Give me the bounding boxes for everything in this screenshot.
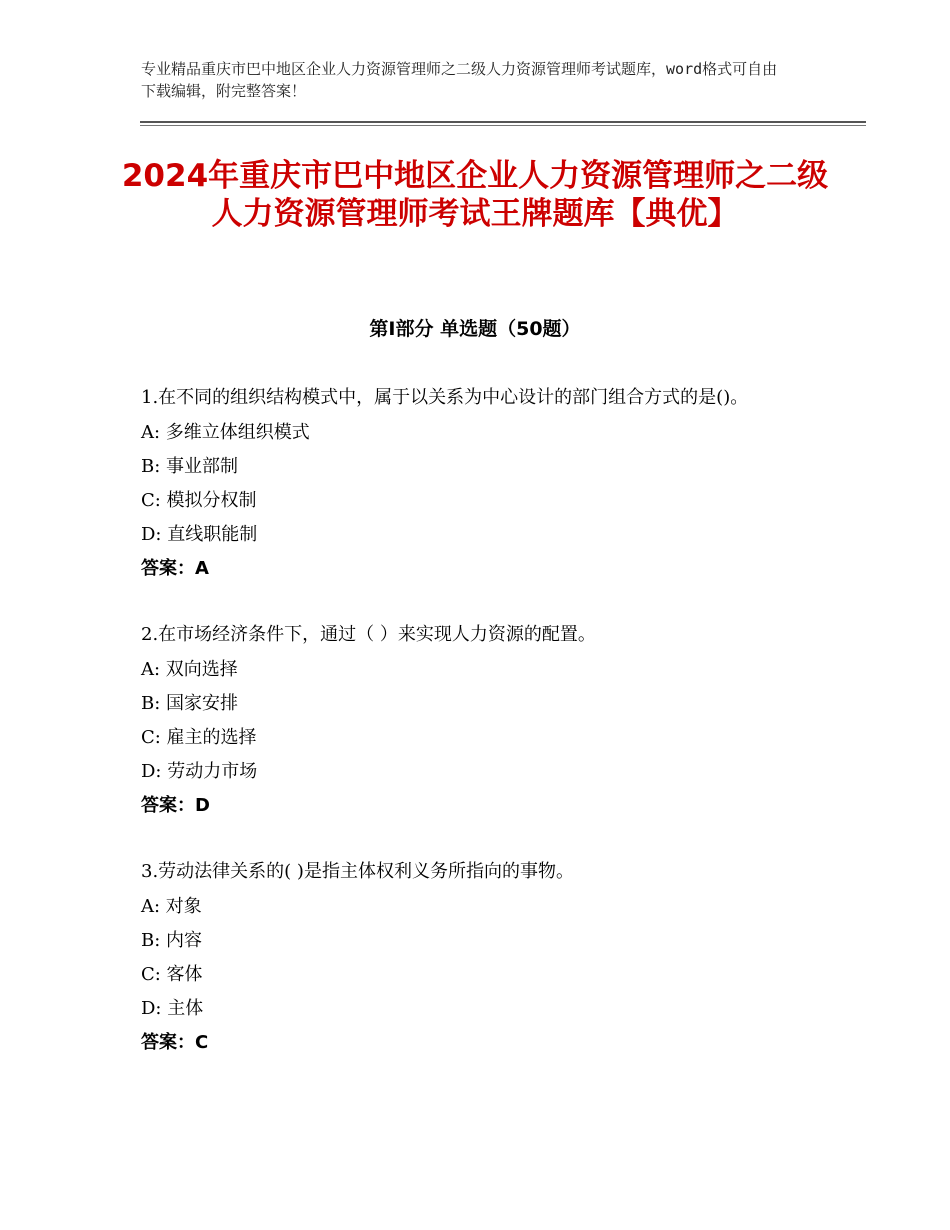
option-c: C: 雇主的选择: [141, 727, 257, 748]
section-heading: 第Ⅰ部分 单选题（50题）: [369, 318, 581, 340]
option-d: D: 直线职能制: [141, 524, 258, 545]
answer-line: 答案：C: [141, 1032, 209, 1053]
question-stem: 2.在市场经济条件下，通过（ ）来实现人力资源的配置。: [141, 624, 596, 645]
option-d: D: 主体: [141, 998, 204, 1019]
question-2: [141, 619, 821, 823]
answer-line: 答案：D: [141, 795, 210, 816]
question-stem: 3.劳动法律关系的( )是指主体权利义务所指向的事物。: [141, 861, 574, 882]
question-list: [141, 382, 821, 1093]
option-c: C: 模拟分权制: [141, 490, 257, 511]
header-divider-thick: [140, 121, 866, 123]
option-a: A: 双向选择: [141, 659, 238, 680]
option-b: B: 事业部制: [141, 456, 239, 477]
option-b: B: 国家安排: [141, 693, 239, 714]
document-title: 2024年重庆市巴中地区企业人力资源管理师之二级人力资源管理师考试王牌题库【典优】: [121, 158, 829, 232]
option-b: B: 内容: [141, 930, 203, 951]
option-a: A: 多维立体组织模式: [141, 422, 310, 443]
answer-line: 答案：A: [141, 558, 209, 579]
question-stem: 1.在不同的组织结构模式中，属于以关系为中心设计的部门组合方式的是()。: [141, 387, 749, 408]
header-note: 专业精品重庆市巴中地区企业人力资源管理师之二级人力资源管理师考试题库，word格式可自由下载编辑，附完整答案！: [141, 60, 778, 100]
option-a: A: 对象: [141, 896, 202, 917]
header-divider-thin: [140, 125, 866, 126]
option-c: C: 客体: [141, 964, 203, 985]
question-3: [141, 856, 821, 1060]
question-1: [141, 382, 821, 586]
option-d: D: 劳动力市场: [141, 761, 258, 782]
